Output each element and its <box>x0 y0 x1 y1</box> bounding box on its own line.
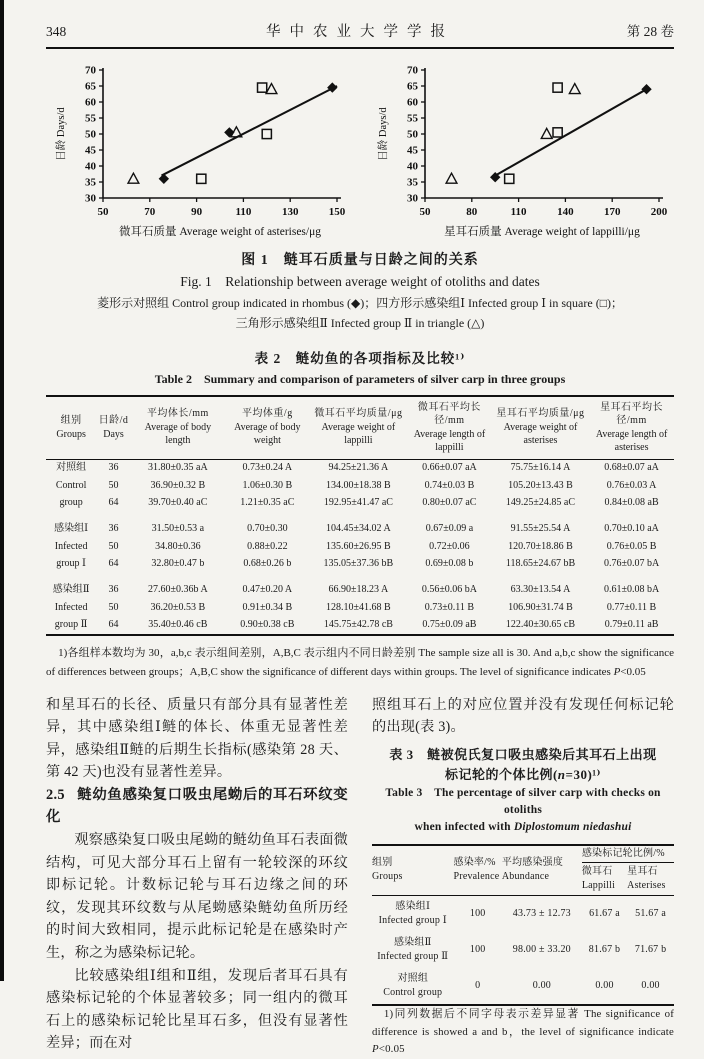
volume-label: 第 28 卷 <box>626 24 674 39</box>
value-cell: 0.74±0.03 B <box>424 479 475 491</box>
value-cell: 0.73±0.11 B <box>424 601 475 613</box>
value-cell: 0.66±0.07 aA <box>422 462 477 474</box>
value-cell: 0.56±0.06 bA <box>421 584 478 596</box>
svg-text:55: 55 <box>85 112 96 125</box>
figure-1 <box>46 61 674 248</box>
group-label-cell: 对照组 <box>56 462 87 474</box>
value-cell: 149.25±24.85 aC <box>505 497 576 509</box>
svg-text:日龄 Days/d: 日龄 Days/d <box>378 107 389 161</box>
value-cell: 0.76±0.05 B <box>606 540 657 552</box>
value-cell: 94.25±21.36 A <box>328 462 389 474</box>
value-cell: 100 <box>469 943 486 955</box>
table-row <box>46 495 674 513</box>
paragraph: 比较感染组Ⅰ组和Ⅱ组，发现后者耳石具有感染标记轮的个体显著较多；同一组内的微耳石上的感染标记轮比星耳石多，但没有显著性差异；而在对 <box>46 967 348 1052</box>
page-number: 348 <box>46 24 67 39</box>
svg-text:30: 30 <box>407 192 418 205</box>
svg-text:170: 170 <box>603 206 621 218</box>
value-cell: 0.79±0.11 aB <box>604 619 659 631</box>
value-cell: 106.90±31.74 B <box>508 601 573 613</box>
table3-header-row1 <box>372 845 674 863</box>
scatter-plot-svg <box>51 61 347 243</box>
header-rule <box>46 47 674 49</box>
svg-text:140: 140 <box>557 206 574 218</box>
body-columns <box>46 694 674 1059</box>
value-cell: 134.00±18.38 B <box>326 479 391 491</box>
value-cell: 34.80±0.36 <box>155 540 201 552</box>
svg-text:50: 50 <box>85 128 96 141</box>
value-cell: 104.45±34.02 A <box>326 523 391 535</box>
svg-text:35: 35 <box>407 176 418 189</box>
svg-text:90: 90 <box>191 206 203 218</box>
value-cell: 0.88±0.22 <box>247 540 288 552</box>
value-cell: 27.60±0.36b A <box>148 584 208 596</box>
group-label-cell: 感染组Ⅱ Infected group Ⅱ <box>377 936 449 962</box>
age-cell: 36 <box>108 584 119 596</box>
value-cell: 0.91±0.34 B <box>242 601 293 613</box>
table-row <box>372 968 674 1005</box>
age-cell: 64 <box>108 558 119 570</box>
svg-text:35: 35 <box>85 176 96 189</box>
value-cell: 0.00 <box>595 979 614 991</box>
value-cell: 81.67 b <box>588 943 621 955</box>
svg-text:55: 55 <box>407 112 418 125</box>
svg-text:50: 50 <box>419 206 431 218</box>
age-cell: 50 <box>108 601 119 613</box>
svg-text:110: 110 <box>235 206 252 218</box>
value-cell: 128.10±41.68 B <box>326 601 391 613</box>
table3-column-header: 组别 Groups <box>372 845 454 896</box>
value-cell: 0.72±0.06 <box>429 540 470 552</box>
left-column <box>46 694 348 1059</box>
svg-text:65: 65 <box>407 80 418 93</box>
svg-text:70: 70 <box>85 64 96 77</box>
svg-text:40: 40 <box>407 160 418 173</box>
table3-title-en-line2: when infected with Diplostomum niedashui <box>414 821 632 834</box>
value-cell: 192.95±41.47 aC <box>323 497 393 509</box>
value-cell: 0.00 <box>532 979 551 991</box>
figure-caption <box>46 250 674 333</box>
value-cell: 0.70±0.10 aA <box>604 523 659 535</box>
group-label-cell: Control <box>55 479 87 491</box>
table2-column-header: 微耳石平均长径/mm Average length of lappilli <box>407 396 492 460</box>
table2-body <box>46 459 674 635</box>
svg-text:130: 130 <box>281 206 299 218</box>
table2-title-zh: 表 2 鲢幼鱼的各项指标及比较¹⁾ <box>254 351 466 367</box>
value-cell: 98.00 ± 33.20 <box>512 943 571 955</box>
svg-text:65: 65 <box>85 80 96 93</box>
value-cell: 31.80±0.35 aA <box>148 462 208 474</box>
paragraph: 观察感染复口吸虫尾蚴的鲢幼鱼耳石表面微结构，可见大部分耳石上留有一轮较深的环纹即标记轮。计数标记轮与耳石边缘之间的环纹，发现其环纹数与从尾蚴感染鲢幼鱼所历经的时间大致相同，提示此标记轮是在感染时产生，称之为感染标记轮。 <box>46 832 348 962</box>
table2-column-header: 微耳石平均质量/μg Average weight of lappilli <box>310 396 407 460</box>
value-cell: 0.80±0.07 aC <box>422 497 477 509</box>
age-cell: 64 <box>108 497 119 509</box>
svg-text:60: 60 <box>407 96 418 109</box>
value-cell: 0.47±0.20 A <box>242 584 293 596</box>
value-cell: 51.67 a <box>635 907 666 919</box>
table-row <box>46 538 674 556</box>
table3-titles <box>372 745 674 837</box>
running-header <box>46 20 674 41</box>
section-heading-2-5 <box>46 784 348 829</box>
journal-title: 华中农业大学学报 <box>266 24 454 40</box>
value-cell: 0.70±0.30 <box>247 523 288 535</box>
svg-text:110: 110 <box>510 206 527 218</box>
age-cell: 64 <box>108 619 119 631</box>
value-cell: 71.67 b <box>634 943 667 955</box>
svg-text:50: 50 <box>97 206 109 218</box>
section-number: 2.5 <box>46 786 65 803</box>
age-cell: 50 <box>108 540 119 552</box>
table3-column-header: 微耳石 Lappilli <box>582 862 627 895</box>
table3-body <box>372 895 674 1005</box>
table3-footnote: 1)同列数据后不同字母表示差异显著 The significance of difference is showed a and b，the level of significance indicate P<0.05 <box>372 1007 674 1056</box>
group-label-cell: 感染组Ⅱ <box>52 584 90 596</box>
value-cell: 135.05±37.36 bB <box>323 558 394 570</box>
group-label-cell: Infected <box>54 540 88 552</box>
value-cell: 122.40±30.65 cB <box>505 619 576 631</box>
table-row <box>46 459 674 477</box>
right-column <box>372 694 674 1059</box>
table3-spanner-header: 感染标记轮比例/% <box>582 845 674 863</box>
table-row <box>46 573 674 599</box>
chart-lappilli <box>373 61 669 248</box>
svg-text:星耳石质量 Average weight of lappil: 星耳石质量 Average weight of lappilli/μg <box>444 226 640 238</box>
value-cell: 0.75±0.09 aB <box>422 619 477 631</box>
value-cell: 135.60±26.95 B <box>326 540 391 552</box>
svg-text:45: 45 <box>85 144 96 157</box>
table2-column-header: 日龄/d Days <box>96 396 131 460</box>
table-row <box>46 599 674 617</box>
value-cell: 105.20±13.43 B <box>508 479 573 491</box>
svg-text:60: 60 <box>85 96 96 109</box>
table2-column-header: 组别 Groups <box>46 396 96 460</box>
value-cell: 61.67 a <box>589 907 620 919</box>
svg-text:微耳石质量 Average weight of asteri: 微耳石质量 Average weight of asterises/μg <box>118 226 322 238</box>
value-cell: 1.06±0.30 B <box>242 479 293 491</box>
age-cell: 36 <box>108 523 119 535</box>
table2-column-header: 平均体重/g Average of body weight <box>225 396 310 460</box>
table2-column-header: 星耳石平均长径/mm Average length of asterises <box>589 396 674 460</box>
svg-text:30: 30 <box>85 192 96 205</box>
value-cell: 75.75±16.14 A <box>510 462 571 474</box>
value-cell: 36.90±0.32 B <box>150 479 206 491</box>
table3-title-en-line1: Table 3 The percentage of silver carp with checks on otoliths <box>385 786 661 817</box>
species-name: Diplostomum niedashui <box>513 821 632 834</box>
table-row <box>46 617 674 636</box>
table2-header-row <box>46 396 674 460</box>
value-cell: 35.40±0.46 cB <box>148 619 208 631</box>
table3-column-header: 平均感染强度 Abundance <box>502 845 582 896</box>
value-cell: 0.76±0.07 bA <box>603 558 660 570</box>
value-cell: 66.90±18.23 A <box>328 584 389 596</box>
value-cell: 32.80±0.47 b <box>151 558 205 570</box>
svg-text:200: 200 <box>650 206 668 218</box>
table3-column-header: 星耳石 Asterises <box>627 862 674 895</box>
group-label-cell: group Ⅱ <box>54 619 88 631</box>
value-cell: 0.00 <box>641 979 660 991</box>
age-cell: 36 <box>108 462 119 474</box>
paragraph: 照组耳石上的对应位置并没有发现任何标记轮的出现(表 3)。 <box>372 696 674 736</box>
svg-text:70: 70 <box>407 64 418 77</box>
value-cell: 0.68±0.07 aA <box>604 462 659 474</box>
table2-title-en: Table 2 Summary and comparison of parameters of silver carp in three groups <box>154 371 566 386</box>
value-cell: 0.90±0.38 cB <box>240 619 295 631</box>
value-cell: 118.65±24.67 bB <box>505 558 576 570</box>
value-cell: 0.76±0.03 A <box>606 479 657 491</box>
group-label-cell: 感染组Ⅰ <box>54 523 89 535</box>
table-row <box>46 512 674 538</box>
value-cell: 0.77±0.11 B <box>606 601 657 613</box>
paragraph: 和星耳石的长径、质量只有部分具有显著性差异，其中感染组Ⅰ鲢的体长、体重无显著性差异，感染组Ⅱ鲢的后期生长指标(感染第 28 天、第 42 天)也没有显著性差异。 <box>46 696 348 781</box>
value-cell: 120.70±18.86 B <box>508 540 573 552</box>
table2-column-header: 星耳石平均质量/μg Average weight of asterises <box>492 396 589 460</box>
figure-legend-line1: 菱形示对照组 Control group indicated in rhombus (◆)；四方形示感染组Ⅰ Infected group Ⅰ in square (□)； <box>97 295 623 310</box>
value-cell: 31.50±0.53 a <box>151 523 205 535</box>
value-cell: 63.30±13.54 A <box>510 584 571 596</box>
svg-text:日龄 Days/d: 日龄 Days/d <box>56 107 67 161</box>
value-cell: 0.61±0.08 bA <box>603 584 660 596</box>
table-row <box>372 932 674 968</box>
figure-legend-line2: 三角形示感染组Ⅱ Infected group Ⅱ in triangle (△) <box>235 316 485 330</box>
p-value: P <box>372 1043 379 1056</box>
group-label-cell: Infected <box>54 601 88 613</box>
svg-text:150: 150 <box>328 206 346 218</box>
value-cell: 0.69±0.08 b <box>425 558 474 570</box>
value-cell: 145.75±42.78 cB <box>323 619 393 631</box>
p-value: P <box>613 665 621 678</box>
value-cell: 36.20±0.53 B <box>150 601 206 613</box>
table3-header <box>372 845 674 896</box>
value-cell: 39.70±0.40 aC <box>148 497 208 509</box>
n-italic: n <box>557 766 566 782</box>
value-cell: 1.21±0.35 aC <box>240 497 295 509</box>
value-cell: 0.84±0.08 aB <box>604 497 659 509</box>
value-cell: 0.67±0.09 a <box>425 523 474 535</box>
value-cell: 91.55±25.54 A <box>510 523 571 535</box>
value-cell: 100 <box>469 907 486 919</box>
table3 <box>372 844 674 1006</box>
table3-column-header: 感染率/% Prevalence <box>454 845 502 896</box>
svg-text:40: 40 <box>85 160 96 173</box>
table-row <box>372 895 674 932</box>
figure-caption-en: Fig. 1 Relationship between average weight of otoliths and dates <box>180 273 540 289</box>
group-label-cell: group <box>59 497 83 509</box>
table-row <box>46 477 674 495</box>
value-cell: 0 <box>475 979 481 991</box>
svg-text:50: 50 <box>407 128 418 141</box>
svg-text:45: 45 <box>407 144 418 157</box>
value-cell: 0.73±0.24 A <box>242 462 293 474</box>
scatter-plot-svg <box>373 61 669 243</box>
section-title: 鲢幼鱼感染复口吸虫尾蚴后的耳石环纹变化 <box>46 786 348 826</box>
table2-titles <box>46 349 674 387</box>
chart-asterises <box>51 61 347 248</box>
table3-title-zh-line2: 标记轮的个体比例(n=30)¹⁾ <box>444 766 602 782</box>
table2 <box>46 395 674 637</box>
figure-caption-zh: 图 1 鲢耳石质量与日龄之间的关系 <box>241 253 479 268</box>
table2-column-header: 平均体长/mm Average of body length <box>131 396 225 460</box>
table-row <box>46 556 674 574</box>
group-label-cell: 感染组Ⅰ Infected group Ⅰ <box>378 900 447 926</box>
group-label-cell: 对照组 Control group <box>383 972 443 998</box>
value-cell: 0.68±0.26 b <box>243 558 292 570</box>
table2-footnote: 1)各组样本数均为 30，a,b,c 表示组间差别，A,B,C 表示组内不同日龄差别 The sample size all is 30. And a,b,c show the significance of differences between groups；A,B,C show the significance of different days within groups. The level of significance indicates P<0.05 <box>46 647 674 678</box>
value-cell: 43.73 ± 12.73 <box>512 907 571 919</box>
group-label-cell: group Ⅰ <box>56 558 86 570</box>
svg-text:80: 80 <box>466 206 478 218</box>
scan-edge-artifact <box>0 0 4 981</box>
age-cell: 50 <box>108 479 119 491</box>
svg-text:70: 70 <box>144 206 156 218</box>
table3-title-zh-line1: 表 3 鲢被倪氏复口吸虫感染后其耳石上出现 <box>389 746 657 762</box>
